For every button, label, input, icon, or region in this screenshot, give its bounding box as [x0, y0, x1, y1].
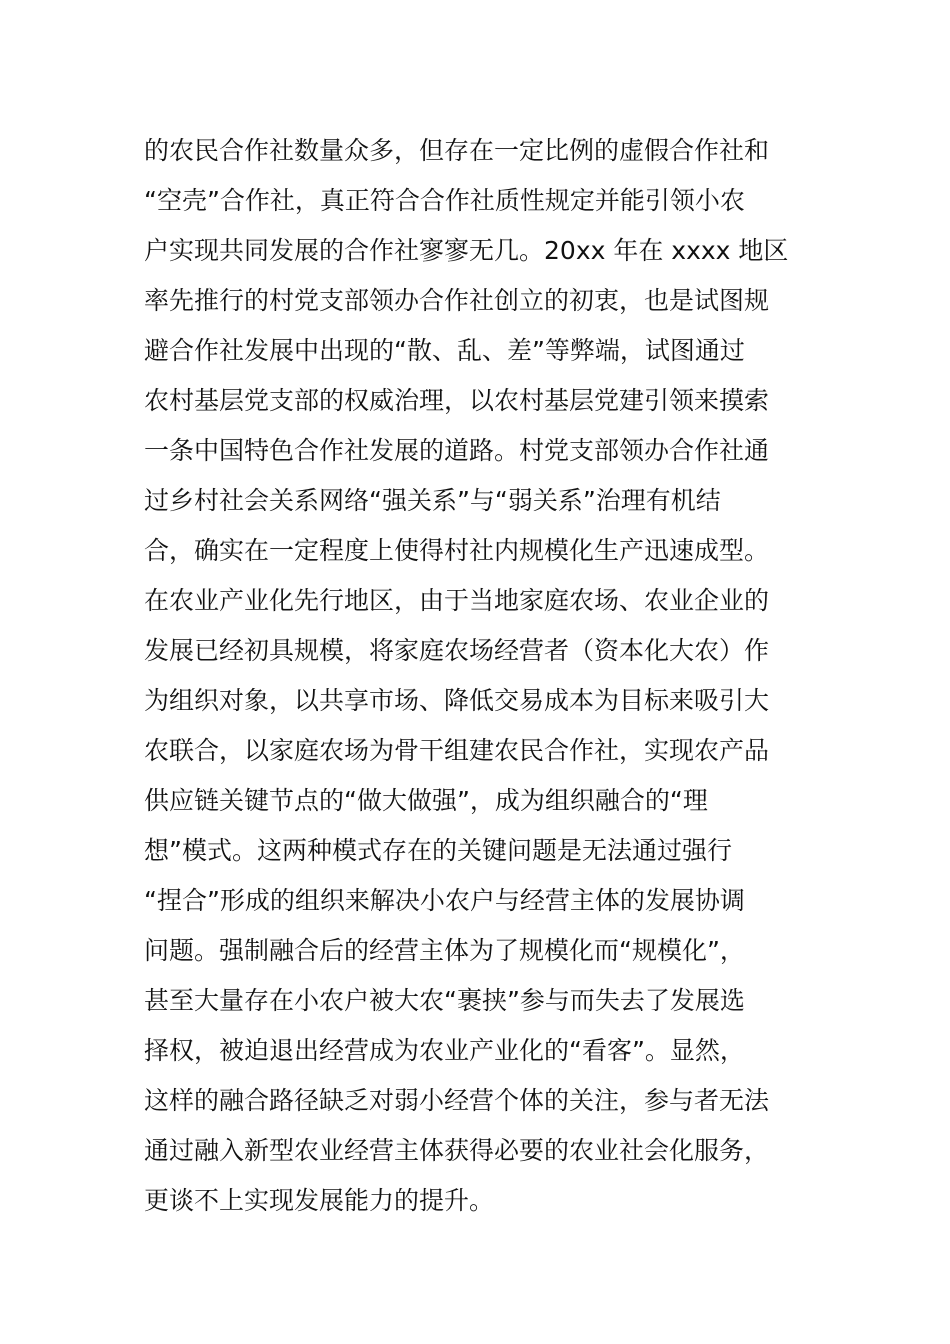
text-line-5: 避合作社发展中出现的“散、乱、差”等弊端，试图通过 [144, 336, 745, 365]
text-line-9: 合，确实在一定程度上使得村社内规模化生产迅速成型。 [144, 536, 770, 565]
text-line-13: 农联合，以家庭农场为骨干组建农民合作社，实现农产品 [144, 736, 770, 765]
body-paragraph [144, 126, 804, 1226]
text-line-18: 甚至大量存在小农户被大农“裹挟”参与而失去了发展选 [144, 986, 745, 1015]
text-line-1: 的农民合作社数量众多，但存在一定比例的虚假合作社和 [144, 136, 770, 165]
text-line-20: 这样的融合路径缺乏对弱小经营个体的关注，参与者无法 [144, 1086, 770, 1115]
text-line-7: 一条中国特色合作社发展的道路。村党支部领办合作社通 [144, 436, 770, 465]
text-line-11: 发展已经初具规模，将家庭农场经营者（资本化大农）作 [144, 636, 770, 665]
text-line-8: 过乡村社会关系网络“强关系”与“弱关系”治理有机结 [144, 486, 721, 515]
text-line-17: 问题。强制融合后的经营主体为了规模化而“规模化”， [144, 936, 745, 965]
text-line-12: 为组织对象，以共享市场、降低交易成本为目标来吸引大 [144, 686, 770, 715]
text-line-21: 通过融入新型农业经营主体获得必要的农业社会化服务， [144, 1136, 770, 1165]
text-line-4: 率先推行的村党支部领办合作社创立的初衷，也是试图规 [144, 286, 770, 315]
text-line-6: 农村基层党支部的权威治理，以农村基层党建引领来摸索 [144, 386, 770, 415]
text-line-14: 供应链关键节点的“做大做强”，成为组织融合的“理 [144, 786, 708, 815]
text-line-10: 在农业产业化先行地区，由于当地家庭农场、农业企业的 [144, 586, 770, 615]
text-line-3: 户实现共同发展的合作社寥寥无几。20xx 年在 xxxx 地区 [144, 236, 789, 265]
text-line-16: “捏合”形成的组织来解决小农户与经营主体的发展协调 [144, 886, 745, 915]
text-line-2: “空壳”合作社，真正符合合作社质性规定并能引领小农 [144, 186, 745, 215]
text-line-15: 想”模式。这两种模式存在的关键问题是无法通过强行 [144, 836, 732, 865]
text-line-19: 择权，被迫退出经营成为农业产业化的“看客”。显然， [144, 1036, 745, 1065]
text-line-22: 更谈不上实现发展能力的提升。 [144, 1186, 495, 1215]
